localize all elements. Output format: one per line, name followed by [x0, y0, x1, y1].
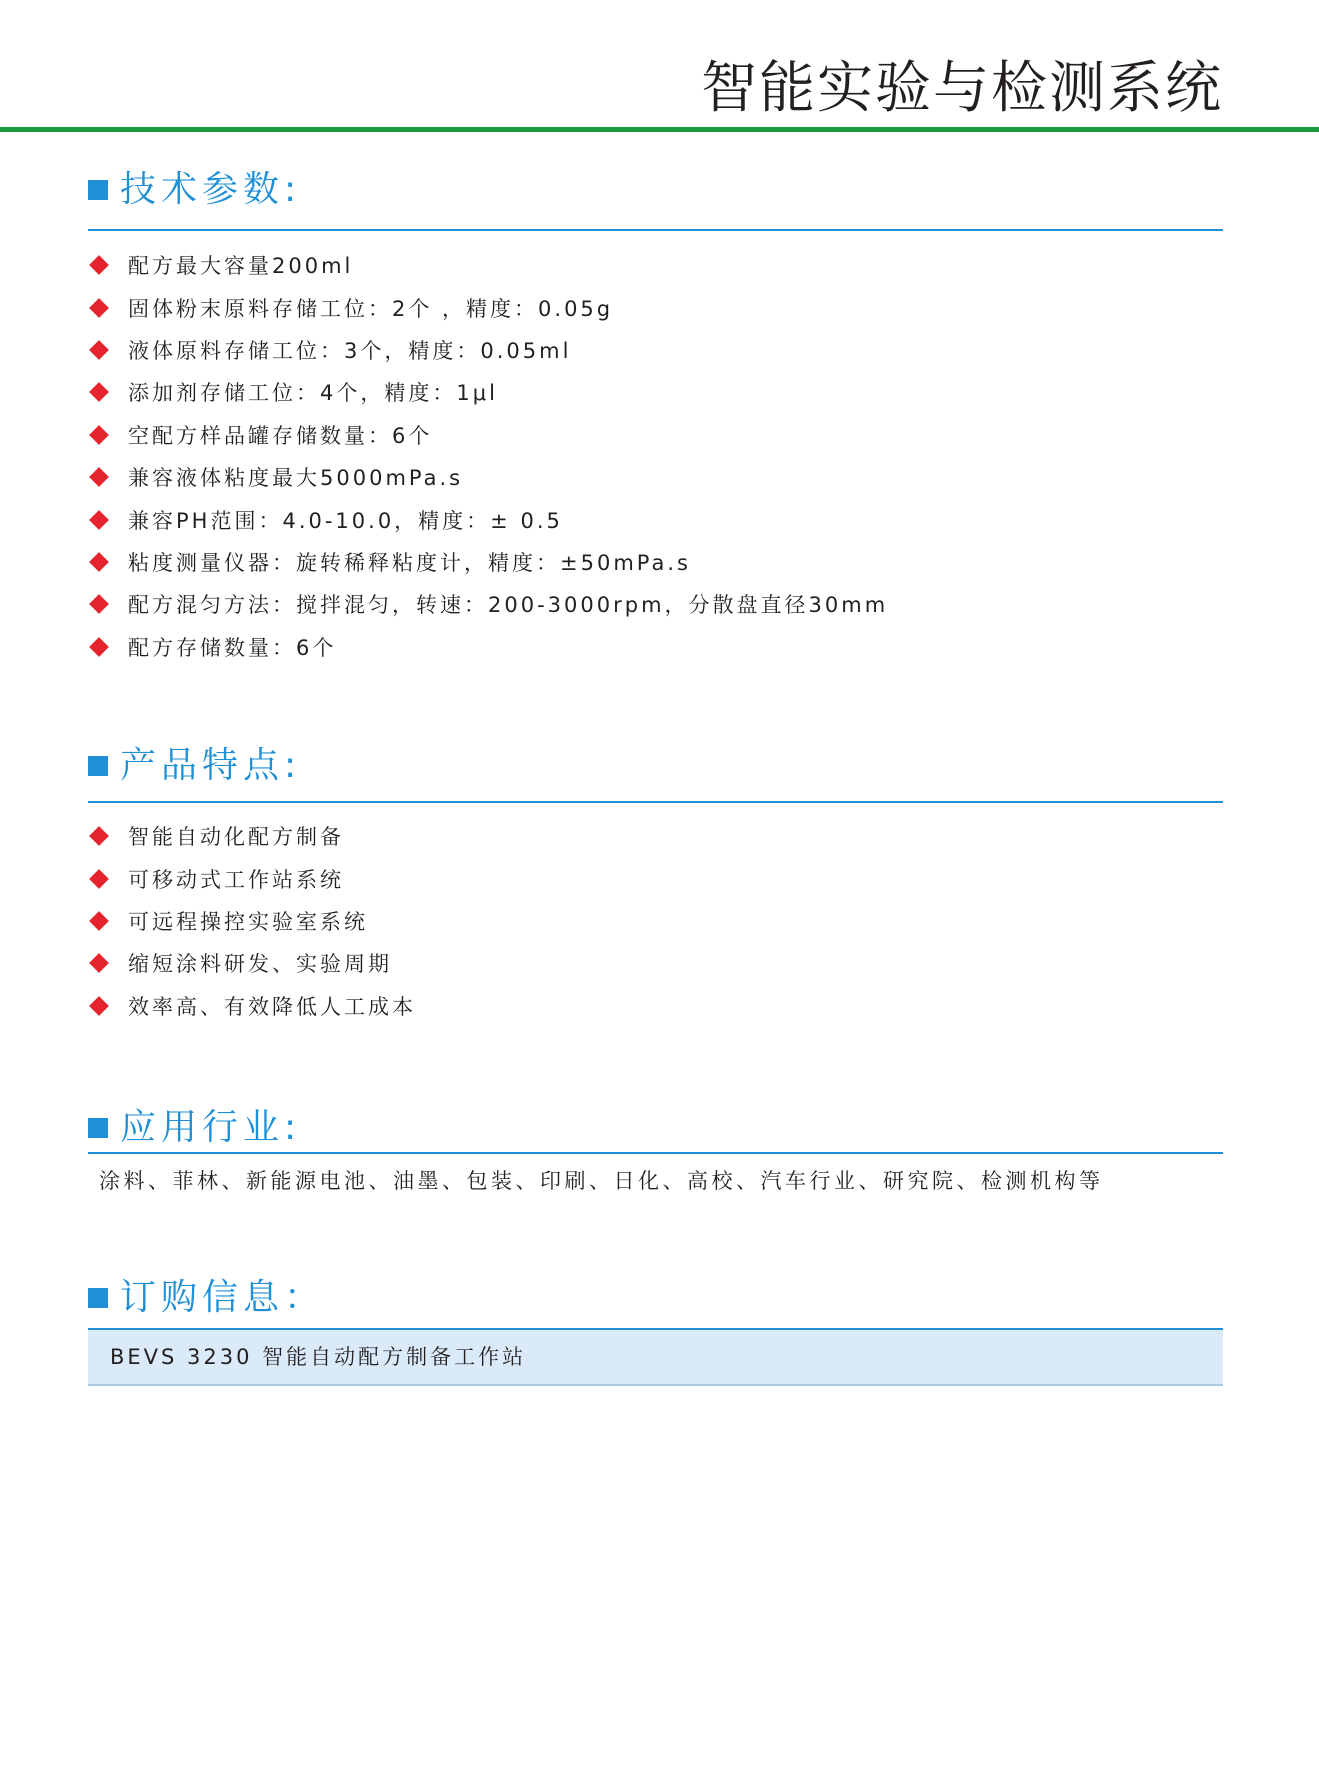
diamond-icon — [89, 953, 109, 973]
diamond-icon — [89, 826, 109, 846]
diamond-icon — [89, 510, 109, 530]
list-item: 缩短涂料研发、实验周期 — [88, 942, 416, 984]
diamond-icon — [89, 340, 109, 360]
diamond-icon — [89, 382, 109, 402]
industries-text: 涂料、菲林、新能源电池、油墨、包装、印刷、日化、高校、汽车行业、研究院、检测机构等 — [99, 1169, 1104, 1193]
specs-heading-label: 技术参数: — [120, 169, 302, 210]
header-divider — [0, 127, 1319, 132]
page-title: 智能实验与检测系统 — [701, 56, 1223, 121]
diamond-icon — [89, 637, 109, 657]
ordering-heading-label: 订购信息： — [120, 1277, 326, 1318]
list-item: 配方混匀方法：搅拌混匀，转速：200-3000rpm，分散盘直径30mm — [88, 583, 888, 625]
industries-divider — [88, 1152, 1223, 1154]
list-item: 固体粉末原料存储工位：2个 ，精度：0.05g — [88, 286, 888, 328]
ordering-heading — [88, 1276, 325, 1320]
list-item: 可移动式工作站系统 — [88, 857, 416, 899]
list-item: 兼容液体粘度最大5000mPa.s — [88, 456, 888, 498]
diamond-icon — [89, 594, 109, 614]
specs-heading — [88, 168, 301, 212]
specs-list — [88, 244, 888, 668]
order-info-box — [88, 1328, 1223, 1386]
square-icon — [88, 756, 108, 776]
list-item: 配方存储数量：6个 — [88, 626, 888, 668]
list-item: 液体原料存储工位：3个，精度：0.05ml — [88, 329, 888, 371]
list-item: 智能自动化配方制备 — [88, 815, 416, 857]
list-item: 添加剂存储工位：4个，精度：1μl — [88, 371, 888, 413]
diamond-icon — [89, 298, 109, 318]
diamond-icon — [89, 911, 109, 931]
list-item: 空配方样品罐存储数量：6个 — [88, 414, 888, 456]
diamond-icon — [89, 467, 109, 487]
square-icon — [88, 180, 108, 200]
list-item: 粘度测量仪器：旋转稀释粘度计，精度：±50mPa.s — [88, 541, 888, 583]
diamond-icon — [89, 869, 109, 889]
list-item: 配方最大容量200ml — [88, 244, 888, 286]
square-icon — [88, 1288, 108, 1308]
features-divider — [88, 801, 1223, 803]
diamond-icon — [89, 552, 109, 572]
list-item: 可远程操控实验室系统 — [88, 900, 416, 942]
diamond-icon — [89, 425, 109, 445]
specs-divider — [88, 229, 1223, 231]
square-icon — [88, 1118, 108, 1138]
order-item: BEVS 3230 智能自动配方制备工作站 — [110, 1345, 527, 1369]
industries-heading-label: 应用行业: — [120, 1107, 302, 1148]
list-item: 兼容PH范围：4.0-10.0，精度：± 0.5 — [88, 498, 888, 540]
features-heading — [88, 744, 301, 788]
diamond-icon — [89, 255, 109, 275]
diamond-icon — [89, 996, 109, 1016]
industries-heading — [88, 1106, 301, 1150]
list-item: 效率高、有效降低人工成本 — [88, 985, 416, 1027]
features-heading-label: 产品特点: — [120, 745, 302, 786]
features-list — [88, 815, 416, 1027]
